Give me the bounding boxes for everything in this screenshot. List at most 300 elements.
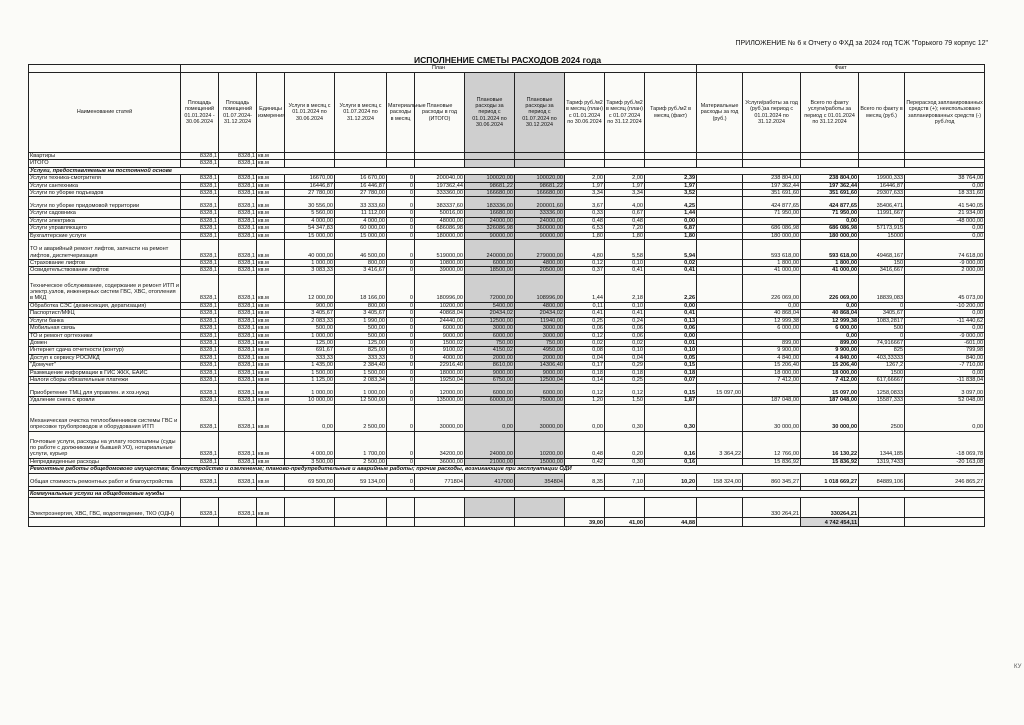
table-cell: 403,33333 (859, 354, 905, 361)
table-cell: 8328,1 (181, 210, 219, 217)
table-cell: 197 362,44 (801, 182, 859, 189)
table-cell: кв.м (257, 317, 285, 324)
row-label: Почтовые услуги, расходы на уплату госпошлины (суды по работе с должниками и бывшей УО), нотариальные услуги, курьер (29, 431, 181, 458)
table-cell: 424 877,65 (743, 197, 801, 210)
table-cell: 0,10 (605, 302, 645, 309)
table-cell (697, 267, 743, 274)
table-cell (859, 497, 905, 517)
table-cell: 8328,1 (181, 431, 219, 458)
table-cell: 8328,1 (181, 175, 219, 182)
table-cell: 12000,00 (415, 384, 465, 397)
table-cell: 0 (387, 274, 415, 302)
table-cell: 20500,00 (515, 267, 565, 274)
row-label: Квартиры (29, 153, 181, 160)
table-cell: 0,13 (645, 317, 697, 324)
table-row (29, 153, 985, 160)
row-label: Услуги электрика (29, 217, 181, 224)
table-cell: 0,25 (565, 317, 605, 324)
table-cell: 0 (387, 332, 415, 339)
total-cell (859, 517, 905, 526)
table-cell: 500 (859, 325, 905, 332)
table-cell (645, 160, 697, 167)
table-cell: 3 405,67 (335, 310, 387, 317)
table-row (29, 497, 985, 517)
table-cell: 3,52 (645, 190, 697, 197)
table-cell: кв.м (257, 260, 285, 267)
column-header: Перерасход запланированных средств (+); неиспользовано запланированных средств (-) руб./год (905, 73, 985, 153)
table-cell: 8328,1 (219, 260, 257, 267)
section-row (29, 167, 985, 174)
table-cell: 4,00 (605, 197, 645, 210)
table-cell: 10200,00 (415, 302, 465, 309)
table-cell: кв.м (257, 354, 285, 361)
row-label: Страхование лифтов (29, 260, 181, 267)
table-cell: 1258,0833 (859, 384, 905, 397)
table-cell: кв.м (257, 397, 285, 404)
table-cell: 2,39 (645, 175, 697, 182)
table-cell: 500,00 (335, 325, 387, 332)
table-row (29, 376, 985, 383)
table-cell: 4950,00 (515, 347, 565, 354)
table-cell: 1,97 (605, 182, 645, 189)
table-cell: 8328,1 (219, 317, 257, 324)
table-row (29, 274, 985, 302)
table-cell: 30 000,00 (743, 404, 801, 431)
table-cell: -11 440,62 (905, 317, 985, 324)
table-cell: кв.м (257, 347, 285, 354)
table-cell: 100020,00 (465, 175, 515, 182)
table-cell: 71 950,00 (743, 210, 801, 217)
table-cell: 4 000,00 (285, 217, 335, 224)
row-label: Техническое обслуживание, содержание и ремонт ИТП и электр.узлов, инженерных систем ГВС, ХВС, отопления в МКД (29, 274, 181, 302)
table-cell: 8328,1 (181, 190, 219, 197)
table-cell: 24000,00 (465, 217, 515, 224)
table-cell: 3 500,00 (285, 458, 335, 465)
column-header: Тариф руб./м2 в месяц (план) с 01.01.2024 по 30.06.2024 (565, 73, 605, 153)
table-cell (697, 197, 743, 210)
column-header: Материальные расходы в месяц (387, 73, 415, 153)
table-cell: -20 163,08 (905, 458, 985, 465)
table-row (29, 332, 985, 339)
table-cell: 4800,00 (515, 302, 565, 309)
total-cell: 44,88 (645, 517, 697, 526)
table-cell: 8,35 (565, 473, 605, 486)
table-cell (859, 153, 905, 160)
table-cell: 1,50 (605, 397, 645, 404)
column-header: Наименование статей (29, 73, 181, 153)
appendix-header: ПРИЛОЖЕНИЕ № 6 к Отчету о ФХД за 2024 год ТСЖ "Горького 79 корпус 12" (735, 40, 988, 47)
table-cell: 90000,00 (465, 232, 515, 239)
table-cell: 7,10 (605, 473, 645, 486)
table-cell: 0,02 (565, 339, 605, 346)
table-cell: кв.м (257, 384, 285, 397)
table-cell: 330 264,21 (743, 497, 801, 517)
table-cell: 771804 (415, 473, 465, 486)
row-label: Услуги банка (29, 317, 181, 324)
table-cell: 226 069,00 (801, 274, 859, 302)
table-cell: 0 (387, 347, 415, 354)
table-cell: 8328,1 (219, 225, 257, 232)
table-cell: 0,00 (645, 217, 697, 224)
table-cell: 166680,00 (465, 190, 515, 197)
table-cell: -10 200,00 (905, 302, 985, 309)
table-cell: 3000,00 (515, 332, 565, 339)
table-cell: кв.м (257, 404, 285, 431)
table-cell: -7 710,00 (905, 362, 985, 369)
table-cell: 0,41 (565, 310, 605, 317)
table-cell: 197362,44 (415, 182, 465, 189)
table-cell: 0,25 (605, 376, 645, 383)
table-cell: 8328,1 (181, 197, 219, 210)
table-cell: 0,00 (905, 232, 985, 239)
table-cell: 6000,00 (515, 384, 565, 397)
table-cell: 8328,1 (219, 497, 257, 517)
table-cell: 691,67 (285, 347, 335, 354)
table-cell: 0,08 (565, 347, 605, 354)
table-cell: 6000,00 (465, 384, 515, 397)
table-cell: 8328,1 (219, 190, 257, 197)
table-cell: 3 083,33 (285, 267, 335, 274)
table-cell: 15 206,40 (743, 362, 801, 369)
table-cell: кв.м (257, 458, 285, 465)
table-cell: 0,12 (565, 260, 605, 267)
table-cell: 2,00 (565, 175, 605, 182)
table-cell: 0,48 (565, 431, 605, 458)
table-cell: 0,18 (605, 369, 645, 376)
table-cell: 0,00 (905, 369, 985, 376)
table-cell (697, 302, 743, 309)
column-header: Всего по факту в месяц (руб.) (859, 73, 905, 153)
table-cell: 899,00 (801, 339, 859, 346)
table-cell: 0,00 (285, 404, 335, 431)
table-cell: 2,00 (605, 175, 645, 182)
table-cell: 12 999,38 (743, 317, 801, 324)
table-cell (465, 160, 515, 167)
table-row (29, 458, 985, 465)
table-cell: 75000,00 (515, 397, 565, 404)
row-label: Услуги техника-смотрителя (29, 175, 181, 182)
table-cell: 4 840,00 (743, 354, 801, 361)
table-cell: 8328,1 (219, 267, 257, 274)
table-cell: 0 (387, 458, 415, 465)
table-row (29, 182, 985, 189)
table-cell: 54 347,83 (285, 225, 335, 232)
table-cell: 0 (387, 310, 415, 317)
table-cell: 840,00 (905, 354, 985, 361)
table-cell: 2000,00 (515, 354, 565, 361)
table-cell (697, 404, 743, 431)
table-cell (387, 160, 415, 167)
table-cell: 0,00 (905, 404, 985, 431)
table-cell (697, 332, 743, 339)
table-cell: 8328,1 (219, 458, 257, 465)
table-cell: 16 670,00 (335, 175, 387, 182)
table-cell: 1,44 (645, 210, 697, 217)
table-cell: 0 (387, 339, 415, 346)
table-cell: 4 000,00 (285, 431, 335, 458)
table-cell: 30 556,00 (285, 197, 335, 210)
table-cell: 8328,1 (219, 397, 257, 404)
table-cell: 15587,333 (859, 397, 905, 404)
column-header: Услуги в месяц с 01.07.2024 по 31.12.2024 (335, 73, 387, 153)
row-label: Общая стоимость ремонтных работ и благоустройства (29, 473, 181, 486)
row-label: Мобильная связь (29, 325, 181, 332)
table-cell: 2,18 (605, 274, 645, 302)
table-cell: 8328,1 (181, 225, 219, 232)
table-cell: 226 069,00 (743, 274, 801, 302)
table-cell: 8328,1 (181, 302, 219, 309)
table-cell: 0,24 (605, 317, 645, 324)
table-cell: 2,26 (645, 274, 697, 302)
table-cell (285, 497, 335, 517)
table-cell: 19250,04 (415, 376, 465, 383)
table-row (29, 260, 985, 267)
table-cell: 500,00 (285, 325, 335, 332)
table-cell: кв.м (257, 160, 285, 167)
table-cell: 16446,87 (859, 182, 905, 189)
column-header: Услуги в месяц с 01.01.2024 по 30.06.2024 (285, 73, 335, 153)
table-cell: 860 345,27 (743, 473, 801, 486)
table-cell: 0,33 (565, 210, 605, 217)
table-cell (645, 153, 697, 160)
table-cell: 10,20 (645, 473, 697, 486)
table-cell: 1500 (859, 369, 905, 376)
table-cell: 8328,1 (181, 369, 219, 376)
table-cell: 12 766,00 (743, 431, 801, 458)
table-cell (905, 497, 985, 517)
table-cell (387, 153, 415, 160)
table-cell: 1 000,00 (285, 384, 335, 397)
table-cell: 0 (387, 197, 415, 210)
table-cell (415, 160, 465, 167)
row-label: Домен (29, 339, 181, 346)
table-cell: 15 097,00 (697, 384, 743, 397)
table-cell: 71 950,00 (801, 210, 859, 217)
document-title: ИСПОЛНЕНИЕ СМЕТЫ РАСХОДОВ 2024 года (414, 55, 602, 65)
table-cell: 238 804,00 (801, 175, 859, 182)
table-cell: 1 500,00 (335, 369, 387, 376)
table-cell: 8328,1 (219, 369, 257, 376)
table-cell: 8328,1 (219, 232, 257, 239)
section-title: Услуги, предоставляемые на постоянной основе (29, 167, 985, 174)
table-cell: 27 780,00 (335, 190, 387, 197)
table-cell (515, 160, 565, 167)
table-cell: 0 (387, 260, 415, 267)
table-cell: кв.м (257, 217, 285, 224)
table-cell: 2 384,40 (335, 362, 387, 369)
table-row (29, 217, 985, 224)
table-cell: 0,41 (645, 267, 697, 274)
table-cell: 187 048,00 (743, 397, 801, 404)
table-cell: 9100,02 (415, 347, 465, 354)
total-cell (181, 517, 219, 526)
table-cell: кв.м (257, 190, 285, 197)
table-cell: 330264,21 (801, 497, 859, 517)
table-cell: 750,00 (515, 339, 565, 346)
table-cell: 0,04 (605, 354, 645, 361)
table-cell: 0 (859, 217, 905, 224)
table-cell: 8328,1 (219, 240, 257, 260)
table-cell: 0,12 (605, 384, 645, 397)
table-cell: 9000,00 (465, 369, 515, 376)
table-cell: 8328,1 (219, 310, 257, 317)
row-label: Интернет сдача отчетности (контур) (29, 347, 181, 354)
table-cell: 6 000,00 (743, 325, 801, 332)
table-cell: 8328,1 (219, 197, 257, 210)
table-row (29, 347, 985, 354)
table-cell: 686 086,98 (801, 225, 859, 232)
table-cell (605, 160, 645, 167)
table-row (29, 310, 985, 317)
row-label: Непредвиденные расходы (29, 458, 181, 465)
table-cell: 8328,1 (219, 153, 257, 160)
total-cell (257, 517, 285, 526)
table-cell (335, 160, 387, 167)
table-cell: 8328,1 (181, 160, 219, 167)
table-cell: 0,30 (645, 404, 697, 431)
table-cell (743, 153, 801, 160)
table-cell: 21000,00 (465, 458, 515, 465)
table-cell: 52 048,00 (905, 397, 985, 404)
table-cell: 800,00 (335, 302, 387, 309)
table-cell: 0,00 (905, 182, 985, 189)
table-cell (605, 153, 645, 160)
table-cell: 2000,00 (465, 354, 515, 361)
table-cell: 12500,00 (465, 317, 515, 324)
table-cell: 354804 (515, 473, 565, 486)
table-cell: 30000,00 (415, 404, 465, 431)
table-cell: 180996,00 (415, 274, 465, 302)
table-cell: 197 362,44 (743, 182, 801, 189)
totals-row (29, 517, 985, 526)
table-cell: 0,16 (645, 431, 697, 458)
table-cell: 22916,40 (415, 362, 465, 369)
table-cell: 8328,1 (219, 332, 257, 339)
table-row (29, 210, 985, 217)
table-cell (697, 376, 743, 383)
table-cell: 9000,00 (415, 332, 465, 339)
table-cell: 1319,7433 (859, 458, 905, 465)
table-cell: 98681,22 (515, 182, 565, 189)
column-header-row (29, 73, 985, 153)
table-cell: 240000,00 (465, 240, 515, 260)
table-cell: 2 500,00 (335, 404, 387, 431)
section-row (29, 466, 985, 473)
table-cell: 18000,00 (415, 369, 465, 376)
table-cell: 180000,00 (415, 232, 465, 239)
table-cell: 8328,1 (181, 317, 219, 324)
table-cell: 0,10 (645, 347, 697, 354)
table-cell: кв.м (257, 376, 285, 383)
table-cell: 8328,1 (181, 332, 219, 339)
total-cell (285, 517, 335, 526)
table-row (29, 369, 985, 376)
table-cell: 0,07 (645, 376, 697, 383)
table-cell: 40 868,04 (743, 310, 801, 317)
table-cell: 74,916667 (859, 339, 905, 346)
table-cell: 8328,1 (181, 260, 219, 267)
table-row (29, 190, 985, 197)
table-cell: 11940,00 (515, 317, 565, 324)
table-cell: 0 (387, 240, 415, 260)
table-cell: 1 125,00 (285, 376, 335, 383)
table-cell (697, 160, 743, 167)
table-cell (697, 497, 743, 517)
table-cell (697, 397, 743, 404)
table-cell (697, 325, 743, 332)
table-cell: кв.м (257, 153, 285, 160)
table-cell: 69 500,00 (285, 473, 335, 486)
table-cell: кв.м (257, 197, 285, 210)
table-cell: 8328,1 (219, 347, 257, 354)
table-cell: 74 618,00 (905, 240, 985, 260)
table-cell: 8328,1 (181, 397, 219, 404)
table-cell: 8328,1 (219, 354, 257, 361)
table-cell: кв.м (257, 310, 285, 317)
table-cell: 33336,00 (515, 210, 565, 217)
table-cell: 60000,00 (465, 397, 515, 404)
table-cell (743, 217, 801, 224)
table-cell: 6000,00 (415, 325, 465, 332)
table-cell (697, 274, 743, 302)
table-cell: 1500,02 (415, 339, 465, 346)
column-header: Услуги/работы за год (руб.)за период с 01.01.2024 по 31.12.2024 (743, 73, 801, 153)
section-title: Ремонтные работы общедомового имущества; благоустройство и озеленение; планово-предупредительные и аварийные работы; прочие расходы, возникающие при эксплуатации ОДИ (29, 466, 985, 473)
table-cell: 5 560,00 (285, 210, 335, 217)
table-cell: 38 764,00 (905, 175, 985, 182)
table-cell: -18 069,78 (905, 431, 985, 458)
column-header: Тариф руб./м2 в месяц (факт) (645, 73, 697, 153)
table-cell: 0,18 (565, 369, 605, 376)
table-cell: 0,04 (565, 354, 605, 361)
table-cell: 0,02 (605, 339, 645, 346)
table-cell: 29307,633 (859, 190, 905, 197)
table-cell: кв.м (257, 175, 285, 182)
row-label: ИТОГО (29, 160, 181, 167)
table-cell (415, 153, 465, 160)
table-cell: 14306,40 (515, 362, 565, 369)
table-cell: 4800,00 (515, 260, 565, 267)
table-cell: 0,00 (905, 310, 985, 317)
table-cell: 48000,00 (415, 217, 465, 224)
table-cell: 4 000,00 (335, 217, 387, 224)
table-cell: 8328,1 (181, 182, 219, 189)
column-header: Площадь помещений 01.01.2024 - 30.06.2024 (181, 73, 219, 153)
table-cell: 24440,00 (415, 317, 465, 324)
table-cell: 15 000,00 (335, 232, 387, 239)
table-cell: 8328,1 (219, 339, 257, 346)
table-cell: 8328,1 (219, 376, 257, 383)
table-cell (697, 310, 743, 317)
table-cell: 8328,1 (219, 302, 257, 309)
table-cell: 0 (387, 302, 415, 309)
table-cell: 1 000,00 (335, 384, 387, 397)
table-cell: 279000,00 (515, 240, 565, 260)
table-cell: 30000,00 (515, 404, 565, 431)
table-cell: 4,25 (645, 197, 697, 210)
table-cell: кв.м (257, 325, 285, 332)
table-cell: 24000,00 (515, 217, 565, 224)
table-cell: 0 (387, 182, 415, 189)
table-cell: 3,67 (565, 197, 605, 210)
row-label: Услуги по уборке придомовой территории (29, 197, 181, 210)
table-cell: 0 (387, 404, 415, 431)
table-cell: 333360,00 (415, 190, 465, 197)
table-cell (285, 160, 335, 167)
table-cell (335, 497, 387, 517)
table-cell: -48 000,00 (905, 217, 985, 224)
table-cell: 1083,2817 (859, 317, 905, 324)
